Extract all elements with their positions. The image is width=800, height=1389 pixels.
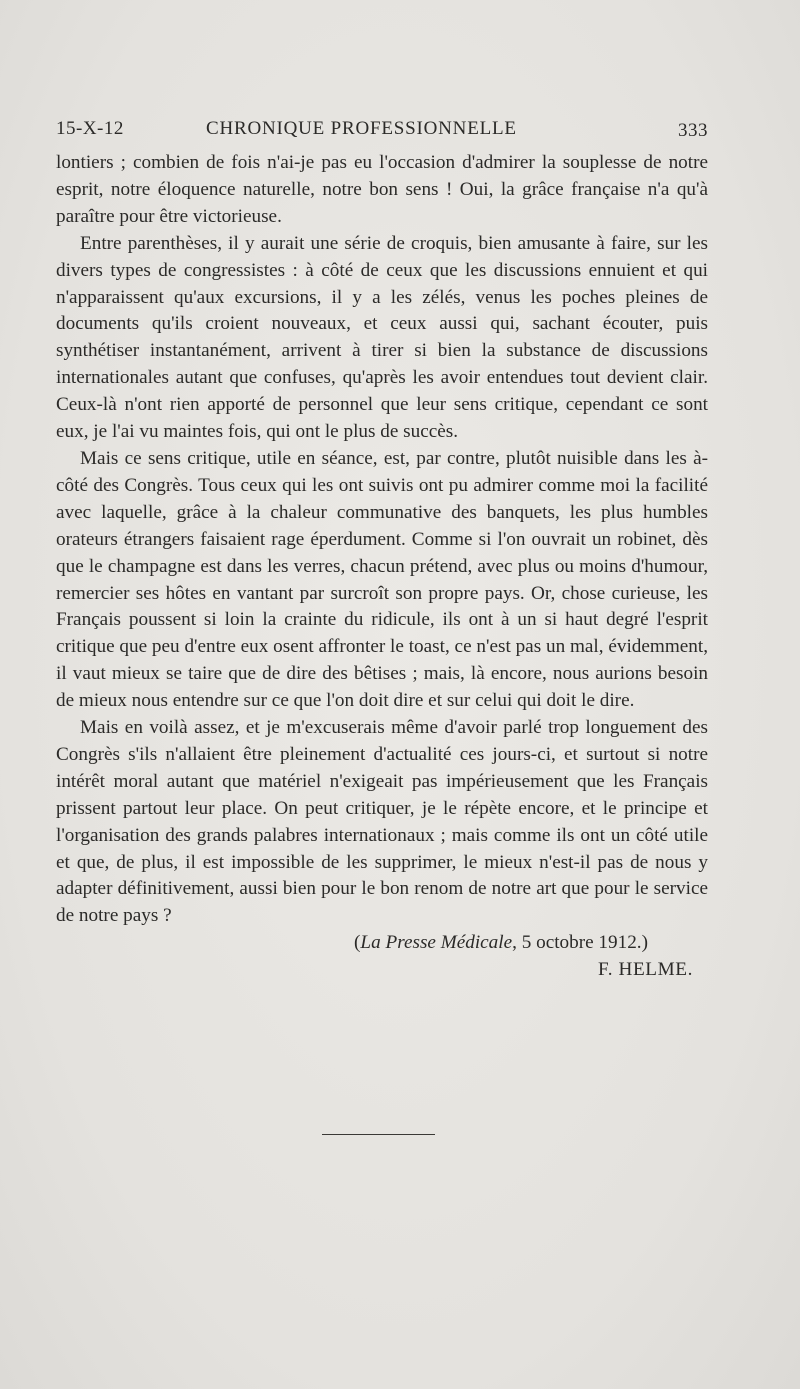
citation-journal: La Presse Médicale: [360, 932, 513, 954]
article-body: [56, 150, 708, 984]
header-title: CHRONIQUE PROFESSIONNELLE: [206, 118, 517, 139]
source-citation: [56, 930, 708, 957]
paragraph-congressistes: Entre parenthèses, il y aurait une série de croquis, bien amusante à faire, sur les divers types de congressistes : à côté de ceux que les discussions ennuient et qui n'apparaissent qu'aux excursions, il y a les zélés, venus les poches pleines de documents qu'ils croient nouveaux, et ceux aussi qui, sachant écouter, puis synthétiser instantanément, arrivent à tirer si bien la substance de discussions internationales autant que confuses, qu'après les avoir entendues tout devient clair. Ceux-là n'ont rien apporté de personnel que leur sens critique, cependant ce sont eux, je l'ai vu maintes fois, qui ont le plus de succès.: [56, 232, 708, 443]
paragraph-banquets: Mais ce sens critique, utile en séance, est, par contre, plutôt nuisible dans les à-côté des Congrès. Tous ceux qui les ont suivis ont pu admirer comme moi la facilité avec laquelle, grâce à la chaleur communative des banquets, les plus humbles orateurs étrangers faisaient rage éperdument. Comme si l'on ouvrait un robinet, dès que le champagne est dans les verres, chacun prétend, avec plus ou moins d'humour, remercier ses hôtes en vantant par surcroît son propre pays. Or, chose curieuse, les Français poussent si loin la crainte du ridicule, ils ont à un si haut degré l'esprit critique que peu d'entre eux osent affronter le toast, ce n'est pas un mal, évidemment, il vaut mieux se taire que de dire des bêtises ; mais, là encore, nous aurions besoin de mieux nous entendre sur ce que l'on doit dire et sur celui qui doit le dire.: [56, 447, 708, 712]
paragraph-conclusion: Mais en voilà assez, et je m'excuserais même d'avoir parlé trop longuement des Congrès s'ils n'allaient être pleinement d'actualité ces jours-ci, et surtout si notre intérêt moral autant que matériel n'exigeait pas impérieusement que les Français prissent partout leur place. On peut critiquer, je le répète encore, et le principe et l'organisation des grands palabres internationaux ; mais comme ils ont un côté utile et que, de plus, il est impossible de les supprimer, le mieux n'est-il pas de nous y adapter définitivement, aussi bien pour le bon renom de notre art que pour le service de notre pays ?: [56, 717, 708, 927]
paragraph-continuation: lontiers ; combien de fois n'ai-je pas eu l'occasion d'admirer la souplesse de notre esprit, notre éloquence naturelle, notre bon sens ! Oui, la grâce française n'a qu'à paraître pour être victorieuse.: [56, 152, 708, 227]
citation-open: (: [354, 932, 361, 954]
author-signature: F. HELME.: [597, 959, 693, 981]
running-header: [56, 118, 708, 148]
end-rule: [322, 1134, 435, 1135]
page-number: 333: [678, 120, 708, 141]
citation-date: , 5 octobre 1912.): [512, 932, 648, 954]
header-date: 15-X-12: [56, 118, 124, 139]
